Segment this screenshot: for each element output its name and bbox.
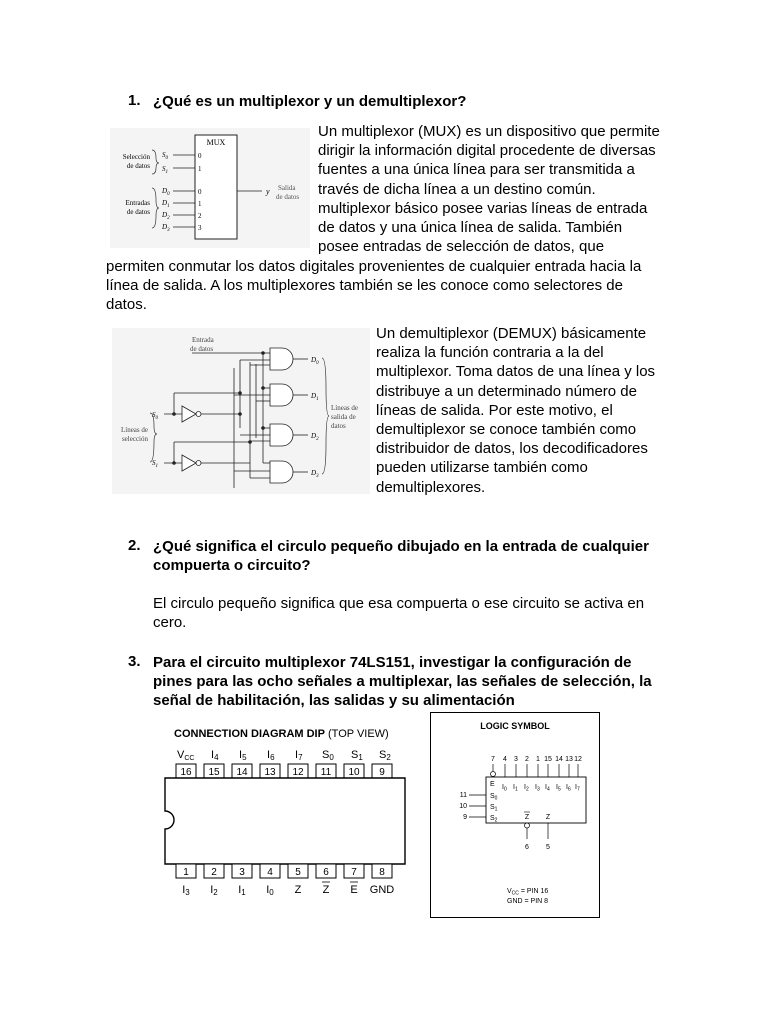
svg-text:I5: I5: [239, 749, 247, 762]
svg-text:2: 2: [525, 756, 529, 763]
svg-text:D0: $D_0$: [162, 187, 170, 197]
svg-text:E: E: [350, 884, 358, 896]
svg-text:Z: Z: [294, 884, 302, 896]
question-3-title: Para el circuito multiplexor 74LS151, investigar la configuración de pines para las ocho señales a multiplexar, las señales de selección, la señal de habilitación, las salidas y su alimentación: [153, 654, 652, 709]
svg-text:1: 1: [183, 867, 189, 878]
svg-text:3: 3: [239, 867, 245, 878]
svg-text:10: 10: [348, 767, 360, 778]
logic-vcc-note: $V_{CC}$ = PIN 16: [507, 888, 549, 897]
svg-text:13: 13: [264, 767, 276, 778]
mux-block-label: MUX: [206, 138, 226, 147]
logic-symbol-title: LOGIC SYMBOL: [480, 721, 550, 731]
svg-text:14: 14: [236, 767, 248, 778]
question-2-title: ¿Qué significa el circulo pequeño dibujado en la entrada de cualquier compuerta o circuito?: [153, 538, 649, 574]
demux-input-label-2: de datos: [190, 345, 214, 353]
svg-text:7: 7: [491, 756, 495, 763]
svg-text:D2: $D_2$: [162, 211, 170, 221]
svg-text:I3: I3: [182, 884, 190, 897]
demux-outputs: [310, 356, 319, 479]
mux-paragraph-bottom: permiten conmutar los datos digitales provenientes de cualquier entrada hacia la línea de salida. A los multiplexores también se les conoce como selectores de datos.: [106, 258, 642, 314]
question-1-number: 1.: [128, 92, 141, 109]
dip-connection-diagram: [160, 724, 410, 900]
svg-text:D1: $D_1$: [311, 392, 319, 402]
svg-text:2: 2: [211, 867, 217, 878]
demux-input-label-1: Entrada: [192, 336, 214, 344]
question-1-title: ¿Qué es un multiplexor y un demultiplexor?: [153, 93, 467, 110]
svg-text:14: 14: [555, 756, 563, 763]
svg-text:I4: $I_4$: [545, 784, 550, 793]
svg-text:D3: $D_3$: [311, 469, 319, 479]
svg-text:3: 3: [198, 224, 202, 232]
svg-text:GND: GND: [369, 884, 395, 896]
svg-text:1: 1: [198, 200, 202, 208]
demux-output-label-2: salida de: [331, 413, 356, 421]
logic-symbol-box: [430, 712, 600, 918]
dip-package-body: [165, 778, 405, 864]
mux-sel-pin-0: 0: [198, 152, 202, 160]
svg-text:I1: $I_1$: [513, 784, 518, 793]
logic-top-pin-numbers: [491, 756, 582, 763]
svg-text:1: 1: [536, 756, 540, 763]
svg-text:8: 8: [379, 867, 385, 878]
svg-text:I1: I1: [238, 884, 246, 897]
svg-text:S0: $S_0$: [152, 411, 158, 421]
svg-text:0: 0: [198, 188, 202, 196]
mux-sel-label-1: Selección: [122, 153, 150, 161]
svg-text:4: 4: [267, 867, 273, 878]
mux-sel-signal-1: $S_1$: [162, 165, 168, 175]
svg-text:S0: $S_0$: [490, 793, 498, 802]
svg-text:3: 3: [514, 756, 518, 763]
logic-gnd-note: GND = PIN 8: [507, 898, 549, 905]
dip-bottom-pin-labels: [182, 882, 394, 897]
demux-output-label-3: datos: [331, 422, 346, 430]
svg-text:9: 9: [379, 767, 385, 778]
dip-top-pins: [176, 764, 392, 778]
svg-text:I7: I7: [295, 749, 303, 762]
svg-text:D2: $D_2$: [311, 432, 319, 442]
svg-text:6: 6: [323, 867, 329, 878]
svg-text:2: 2: [198, 212, 202, 220]
mux-sel-signal-0: $S_0$: [162, 151, 168, 161]
svg-text:S1: S1: [351, 749, 363, 762]
svg-text:Z: Z: [545, 814, 551, 821]
svg-text:Z: Z: [322, 884, 330, 896]
svg-text:I2: I2: [210, 884, 218, 897]
svg-text:11: 11: [459, 792, 467, 799]
demux-sel-label-2: selección: [121, 435, 148, 443]
svg-text:I7: $I_7$: [575, 784, 580, 793]
question-2-number: 2.: [128, 537, 141, 554]
svg-text:5: 5: [546, 844, 550, 851]
svg-text:I3: $I_3$: [535, 784, 540, 793]
svg-text:I4: I4: [211, 749, 219, 762]
demux-sel-label-1: Líneas de: [120, 426, 148, 434]
svg-text:12: 12: [292, 767, 304, 778]
mux-sel-pin-1: 1: [198, 165, 202, 173]
mux-output-label-1: Salida: [278, 184, 296, 192]
svg-text:D1: $D_1$: [162, 199, 170, 209]
svg-text:11: 11: [320, 767, 332, 778]
svg-text:S1: $S_1$: [152, 459, 158, 469]
svg-text:E: E: [490, 781, 495, 788]
svg-text:10: 10: [459, 803, 467, 810]
question-3-number: 3.: [128, 653, 141, 670]
svg-text:I2: $I_2$: [524, 784, 529, 793]
svg-text:D3: $D_3$: [162, 223, 170, 233]
svg-text:Z: Z: [524, 814, 530, 821]
svg-text:7: 7: [351, 867, 357, 878]
svg-text:I6: I6: [267, 749, 275, 762]
svg-text:15: 15: [208, 767, 220, 778]
dip-title: CONNECTION DIAGRAM DIP (TOP VIEW): [174, 728, 389, 740]
logic-select-inputs: [459, 792, 497, 824]
svg-text:VCC: VCC: [177, 749, 195, 762]
question-2-answer: El circulo pequeño significa que esa compuerta o ese circuito se activa en cero.: [153, 595, 645, 632]
dip-bottom-pins: [176, 864, 392, 878]
demux-figure: [112, 328, 370, 494]
svg-text:I0: $I_0$: [502, 784, 507, 793]
svg-text:S1: $S_1$: [490, 804, 498, 813]
mux-paragraph-top: Un multiplexor (MUX) es un dispositivo que permite dirigir la información digital procedente de diversas fuentes a una única línea para ser transmitida a través de dicha línea a un destino común. multiplexor básico posee varias líneas de entrada de datos y una única línea de salida. También posee entradas de selección de datos, que: [318, 123, 660, 256]
svg-text:I0: I0: [266, 884, 274, 897]
mux-data-label-2: de datos: [126, 208, 150, 216]
svg-text:I6: $I_6$: [566, 784, 571, 793]
svg-text:5: 5: [295, 867, 301, 878]
mux-data-label-1: Entradas: [125, 199, 150, 207]
demux-output-label-1: Líneas de: [331, 404, 359, 412]
svg-text:S2: $S_2$: [490, 815, 498, 824]
mux-output-signal: y: [266, 187, 270, 196]
dip-top-pin-labels: [177, 749, 391, 762]
svg-text:6: 6: [525, 844, 529, 851]
demux-paragraph: Un demultiplexor (DEMUX) básicamente realiza la función contraria a la del multiplexor. Toma datos de una línea y los distribuye a un determinado número de líneas de salida. Por este motivo, el demultiplexor se conoce también como distribuidor de datos, los decodificadores pueden utilizarse también como demultiplexores.: [376, 325, 656, 496]
svg-text:15: 15: [544, 756, 552, 763]
svg-text:9: 9: [463, 814, 467, 821]
mux-output-label-2: de datos: [276, 193, 300, 201]
svg-text:S0: S0: [322, 749, 334, 762]
svg-text:D0: $D_0$: [311, 356, 319, 366]
svg-text:I5: $I_5$: [556, 784, 561, 793]
svg-text:13: 13: [565, 756, 573, 763]
svg-text:S2: S2: [379, 749, 391, 762]
mux-sel-label-2: de datos: [126, 162, 150, 170]
svg-text:4: 4: [503, 756, 507, 763]
enable-inversion-bubble: [491, 772, 496, 777]
svg-text:16: 16: [180, 767, 192, 778]
mux-figure: [110, 128, 310, 248]
svg-text:12: 12: [574, 756, 582, 763]
